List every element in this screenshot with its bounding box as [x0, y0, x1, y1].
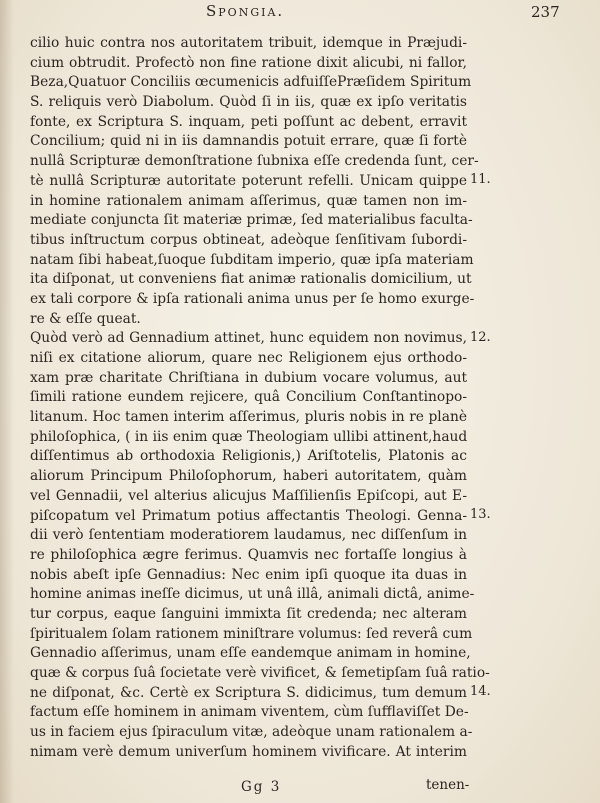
text-line: re & eſſe queat. [30, 310, 141, 327]
text-line: vel Gennadii, vel alterius alicujus Maſſilienſis Epiſcopi, aut E- [30, 487, 467, 504]
margin-section-number: 14. [470, 684, 491, 700]
text-line: nullâ Scripturæ demonſtratione ſubnixa eſſe credenda ſunt, cer- [30, 153, 479, 170]
page-number: 237 [531, 3, 560, 21]
text-line: S. reliquis verò Diabolum. Quòd ſi in iis, quæ ex ipſo veritatis [30, 94, 467, 111]
text-line: piſcopatum vel Primatum potius affectantis Theologi. Genna- [30, 507, 467, 524]
text-line: litanum. Hoc tamen interim aſſerimus, pluris nobis in re planè [30, 409, 467, 426]
text-line: tibus inſtructum corpus obtineat, adeòque ſenſitivam ſubordi- [30, 231, 467, 248]
text-line: us in faciem ejus ſpiraculum vitæ, adeòque unam rationalem a- [30, 724, 473, 741]
text-line: ſimili ratione eundem rejicere, quâ Concilium Conſtantinopo- [30, 389, 467, 406]
text-line: cilio huic contra nos autoritatem tribuit, idemque in Præjudi- [30, 35, 467, 51]
text-line: nobis abeſt ipſe Gennadius: Nec enim ipſi quoque ita duas in [30, 566, 467, 583]
text-line: nimam verè demum univerſum hominem vivificare. At interim [30, 743, 467, 760]
text-line: niſi ex citatione aliorum, quare nec Religionem ejus orthodo- [30, 350, 467, 366]
text-line: philoſophica, ( in iis enim quæ Theologiam ullibi attinent,haud [30, 428, 468, 445]
text-line: Quòd verò ad Gennadium attinet, hunc equidem non novimus, [30, 330, 467, 347]
text-line: ſpiritualem ſolam rationem miniſtrare volumus: ſed reverâ cum [30, 625, 473, 642]
text-line: ne diſponat, &c. Certè ex Scriptura S. didicimus, tum demum [30, 684, 467, 701]
text-line: ita diſponat, ut conveniens fiat animæ rationalis domicilium, ut [30, 271, 472, 288]
text-line: re philoſophica ægre ferimus. Quamvis nec fortaſſe longius à [30, 546, 467, 563]
running-title: Spongia. [206, 2, 285, 20]
text-line: natam ſibi habeat,ſuoque ſubditam imperio, quæ ipſa materiam [30, 251, 474, 268]
text-line: Concilium; quid ni in iis damnandis potuit errare, quæ ſi fortè [30, 133, 467, 150]
text-line: aliorum Principum Philoſophorum, haberi autoritatem, quàm [30, 468, 467, 485]
text-line: diſſentimus ab orthodoxia Religionis,) Ariſtotelis, Platonis ac [30, 448, 467, 465]
margin-section-number: 12. [470, 329, 491, 345]
text-line: mediate conjuncta ſit materiæ primæ, ſed materialibus faculta- [30, 212, 473, 229]
margin-section-number: 13. [470, 506, 491, 522]
text-line: xam præ charitate Chriſtiana in dubium vocare volumus, aut [30, 369, 467, 386]
catchword: tenen- [426, 777, 470, 793]
text-line: fonte, ex Scriptura S. inquam, peti poſſunt ac debent, erravit [30, 113, 467, 130]
text-line: in homine rationalem animam aſſerimus, quæ tamen non im- [30, 192, 467, 209]
text-line: ex tali corpore & ipſa rationali anima unus per ſe homo exurge- [30, 290, 475, 307]
text-line: quæ & corpus ſuâ ſocietate verè vivificet, & ſemetipſam ſuâ ratio- [30, 665, 490, 681]
text-line: tè nullâ Scripturæ autoritate poterunt refelli. Unicam quippe [30, 172, 467, 189]
text-line: cium obtrudit. Profectò non fine ratione dixit alicubi, ni fallor, [30, 54, 467, 71]
signature-mark: Gg 3 [241, 779, 282, 795]
text-line: homine animas ineſſe dicimus, ut unâ illâ, animali dictâ, anime- [30, 586, 475, 603]
text-line: tur corpus, eaque ſanguini immixta ſit credenda; nec alteram [30, 605, 467, 622]
page-gutter-shadow [0, 0, 14, 803]
text-line: Gennadio aſſerimus, unam eſſe eandemque animam in homine, [30, 645, 471, 662]
text-line: Beza,Quatuor Conciliis œcumenicis adfuiſſePræſidem Spiritum [30, 74, 472, 91]
text-line: dii verò ſententiam moderatiorem laudamus, nec diſſenſum in [30, 527, 467, 544]
text-line: factum eſſe hominem in animam viventem, cùm ſufflaviſſet De- [30, 704, 469, 721]
margin-section-number: 11. [470, 171, 491, 187]
